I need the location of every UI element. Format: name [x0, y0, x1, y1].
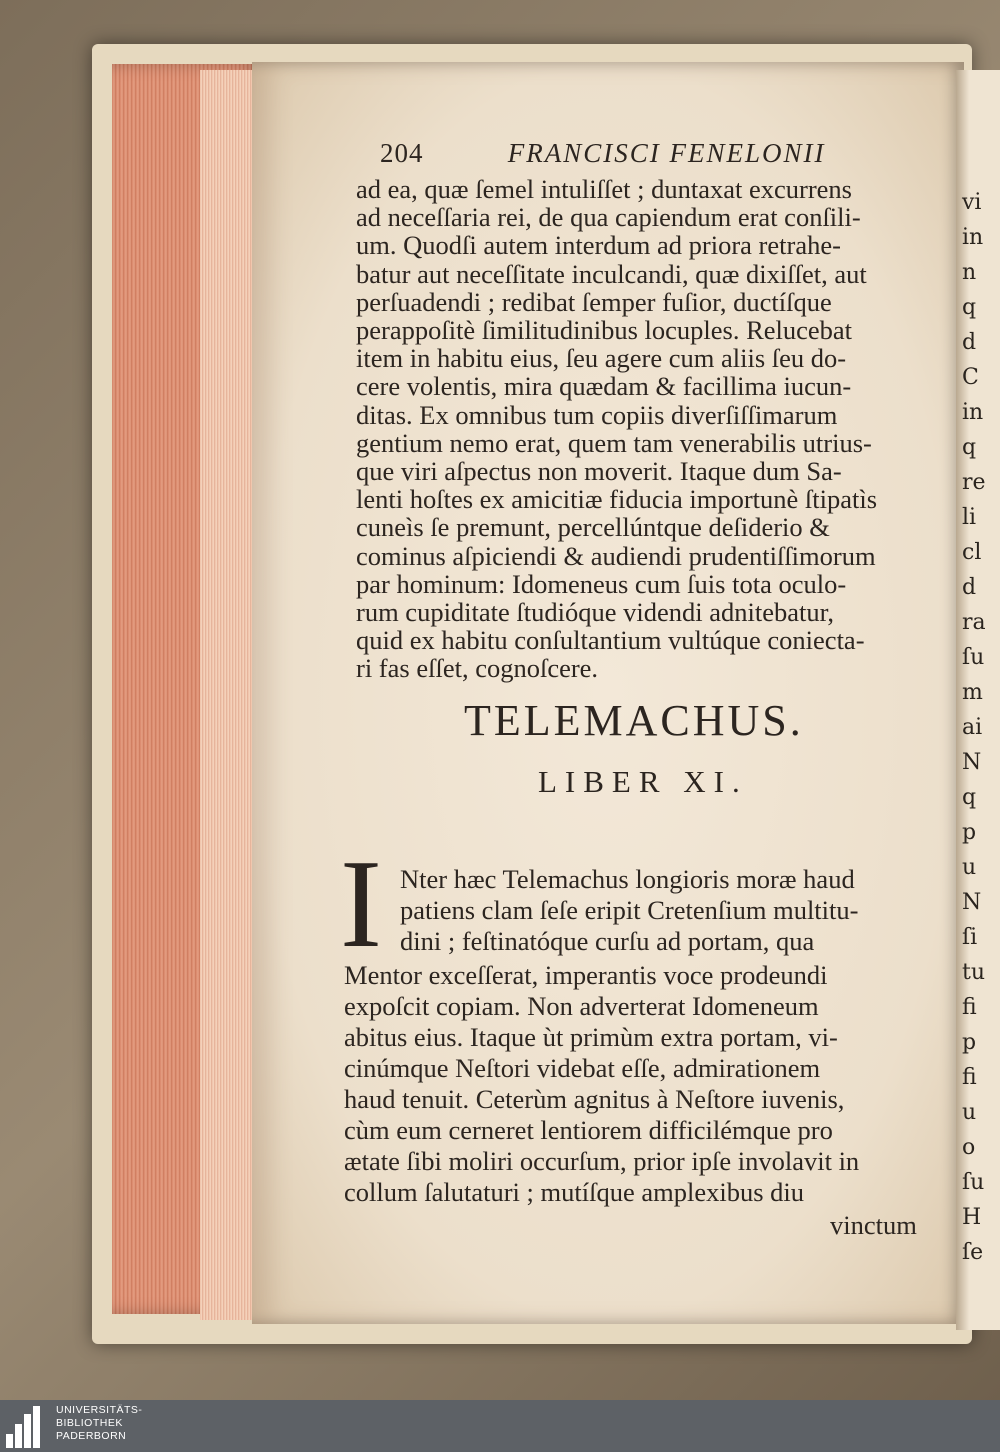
facing-page-fragment: ra	[962, 610, 986, 635]
catchword: vinctum	[830, 1210, 917, 1240]
text-line: cinúmque Neſtori videbat eſſe, admirationem	[344, 1053, 821, 1083]
facing-page-fragment: p	[962, 1030, 977, 1055]
text-line: ætate ſibi moliri occurſum, prior ipſe involavit in	[344, 1146, 860, 1176]
drop-cap: I	[340, 835, 382, 974]
facing-page-fragment: q	[962, 295, 977, 320]
text-line: abitus eius. Itaque ùt primùm extra portam, vi-	[344, 1022, 838, 1052]
text-line: dini ; feſtinatóque curſu ad portam, qua	[400, 926, 815, 956]
page-header	[380, 138, 825, 169]
facing-page-fragment: H	[962, 1205, 982, 1230]
section-title: TELEMACHUS.	[464, 696, 804, 745]
facing-page-sliver	[956, 70, 1000, 1330]
text-line: Nter hæc Telemachus longioris moræ haud	[400, 864, 855, 894]
facing-page-fragment: ai	[962, 715, 983, 740]
facing-page-fragment: fi	[962, 1065, 977, 1090]
text-line: Mentor exceſſerat, imperantis voce prodeundi	[344, 960, 828, 990]
facing-page-fragment: q	[962, 435, 977, 460]
facing-page-fragment: tu	[962, 960, 986, 985]
facing-page-fragment: d	[962, 330, 977, 355]
facing-page-fragment: ſe	[962, 1240, 984, 1265]
text-line: cuneìs ſe premunt, percellúntque deſiderio &	[356, 512, 830, 543]
facing-page-fragment: m	[962, 680, 983, 705]
text-line: gentium nemo erat, quem tam venerabilis utrius-	[356, 427, 872, 458]
facing-page-fragment: o	[962, 1135, 976, 1160]
text-line: haud tenuit. Ceterùm agnitus à Neſtore iuvenis,	[344, 1084, 845, 1114]
library-logo-icon	[6, 1406, 50, 1448]
text-line: perappoſitè ſimilitudinibus locuples. Relucebat	[356, 315, 853, 345]
facing-page-fragment: ſu	[962, 645, 985, 670]
facing-page-fragment: d	[962, 575, 977, 600]
library-logo-text	[56, 1404, 142, 1443]
text-line: perſuadendi ; redibat ſemper fuſior, ductíſque	[356, 286, 832, 317]
text-line: que viri aſpectus non moverit. Itaque dum Sa-	[356, 456, 842, 486]
text-line: ri fas eſſet, cognoſcere.	[356, 653, 599, 684]
facing-page-fragment: p	[962, 820, 977, 845]
text-line: quid ex habitu conſultantium vultúque coniecta-	[356, 625, 865, 656]
facing-page-fragment: cl	[962, 540, 982, 565]
text-line: ad neceſſaria rei, de qua capiendum erat conſili-	[356, 202, 861, 233]
facing-page-fragment: re	[962, 470, 986, 495]
text-line: cere volentis, mira quædam & facillima iucun-	[356, 371, 852, 402]
text-line: cùm eum cerneret lentiorem difficilémque pro	[344, 1115, 833, 1145]
logo-line: BIBLIOTHEK	[56, 1417, 123, 1429]
facing-page-fragment: ſu	[962, 1170, 985, 1195]
text-line: um. Quodſi autem interdum ad priora retrahe-	[356, 230, 841, 261]
text-line: patiens clam ſeſe eripit Cretenſium multitu-	[400, 895, 859, 925]
facing-page-fragment: C	[962, 365, 979, 390]
facing-page-fragment: u	[962, 855, 977, 880]
logo-line: UNIVERSITÄTS-	[56, 1404, 143, 1416]
text-line: lenti hoſtes ex amicitiæ fiducia importunè ſtipatìs	[356, 484, 878, 515]
facing-page-fragment: vi	[962, 190, 982, 215]
facing-page-fragment: fi	[962, 995, 977, 1020]
text-line: expoſcit copiam. Non adverterat Idomeneum	[344, 991, 819, 1021]
running-title: FRANCISCI FENELONII	[507, 138, 826, 168]
text-line: collum ſalutaturi ; mutíſque amplexibus diu	[344, 1177, 804, 1207]
facing-page-fragment: li	[962, 505, 977, 530]
logo-line: PADERBORN	[56, 1430, 127, 1442]
text-line: rum cupiditate ſtudióque videndi adnitebatur,	[356, 597, 835, 627]
book-title: LIBER XI.	[538, 764, 748, 799]
page-number: 204	[380, 138, 424, 168]
facing-page-fragment: u	[962, 1100, 977, 1125]
text-line: item in habitu eius, ſeu agere cum aliis ſeu do-	[356, 343, 847, 374]
facing-page-fragment: N	[962, 890, 982, 915]
text-line: ditas. Ex omnibus tum copiis diverſiſſimarum	[356, 399, 838, 430]
facing-page-fragment: q	[962, 785, 977, 810]
text-line: cominus aſpiciendi & audiendi prudentiſſimorum	[356, 540, 876, 571]
facing-page-fragment: in	[962, 225, 984, 250]
page-edges-inner	[200, 70, 260, 1320]
facing-page-fragment: N	[962, 750, 982, 775]
text-line: batur aut neceſſitate inculcandi, quæ dixiſſet, aut	[356, 258, 867, 289]
facing-page-fragment: in	[962, 400, 984, 425]
facing-page-fragment: n	[962, 260, 977, 285]
text-line: par hominum: Idomeneus cum ſuis tota oculo-	[356, 568, 847, 599]
facing-page-fragment: ſi	[962, 925, 978, 950]
footer-bar	[0, 1400, 1000, 1452]
text-line: ad ea, quæ ſemel intuliſſet ; duntaxat excurrens	[356, 174, 852, 204]
